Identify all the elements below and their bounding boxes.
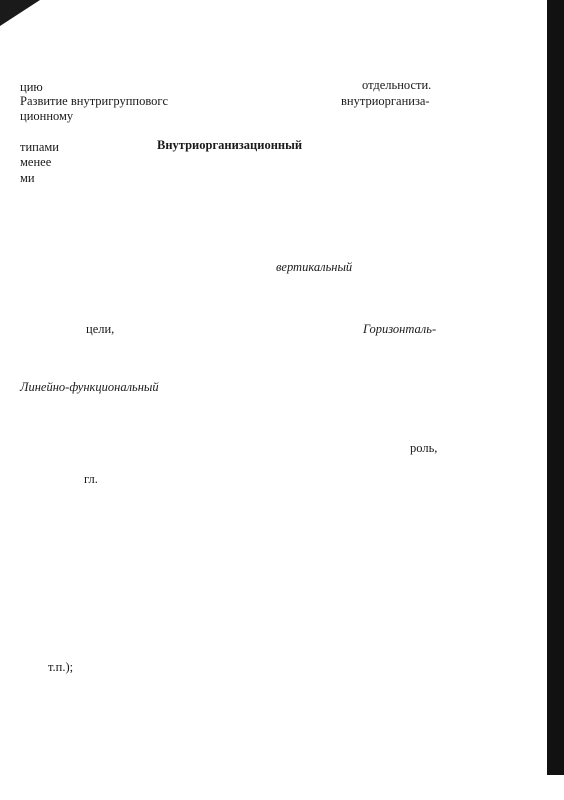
text-fragment: менее <box>20 155 52 169</box>
text-fragment: Развитие внутригрупповогс <box>20 94 169 108</box>
text-fragment: цию <box>20 80 43 94</box>
text-fragment: внутриорганиза- <box>341 94 430 108</box>
italic-term: Линейно-функциональный <box>20 380 159 394</box>
scan-corner-shadow <box>0 0 40 26</box>
text-fragment: гл. <box>84 472 98 486</box>
text-fragment: т.п.); <box>48 660 74 674</box>
scan-edge-gap <box>547 775 564 800</box>
italic-term: Горизонталь- <box>363 322 437 336</box>
text-fragment: роль, <box>410 441 438 455</box>
text-fragment: типами <box>20 140 59 154</box>
text-fragment: ми <box>20 171 35 185</box>
text-fragment: цели, <box>86 322 115 336</box>
text-fragment: ционному <box>20 109 74 123</box>
italic-term: вертикальный <box>276 260 353 274</box>
text-fragment: отдельности. <box>362 78 432 92</box>
scan-edge-shadow <box>547 0 564 800</box>
section-heading: Внутриорганизационный <box>157 138 303 152</box>
